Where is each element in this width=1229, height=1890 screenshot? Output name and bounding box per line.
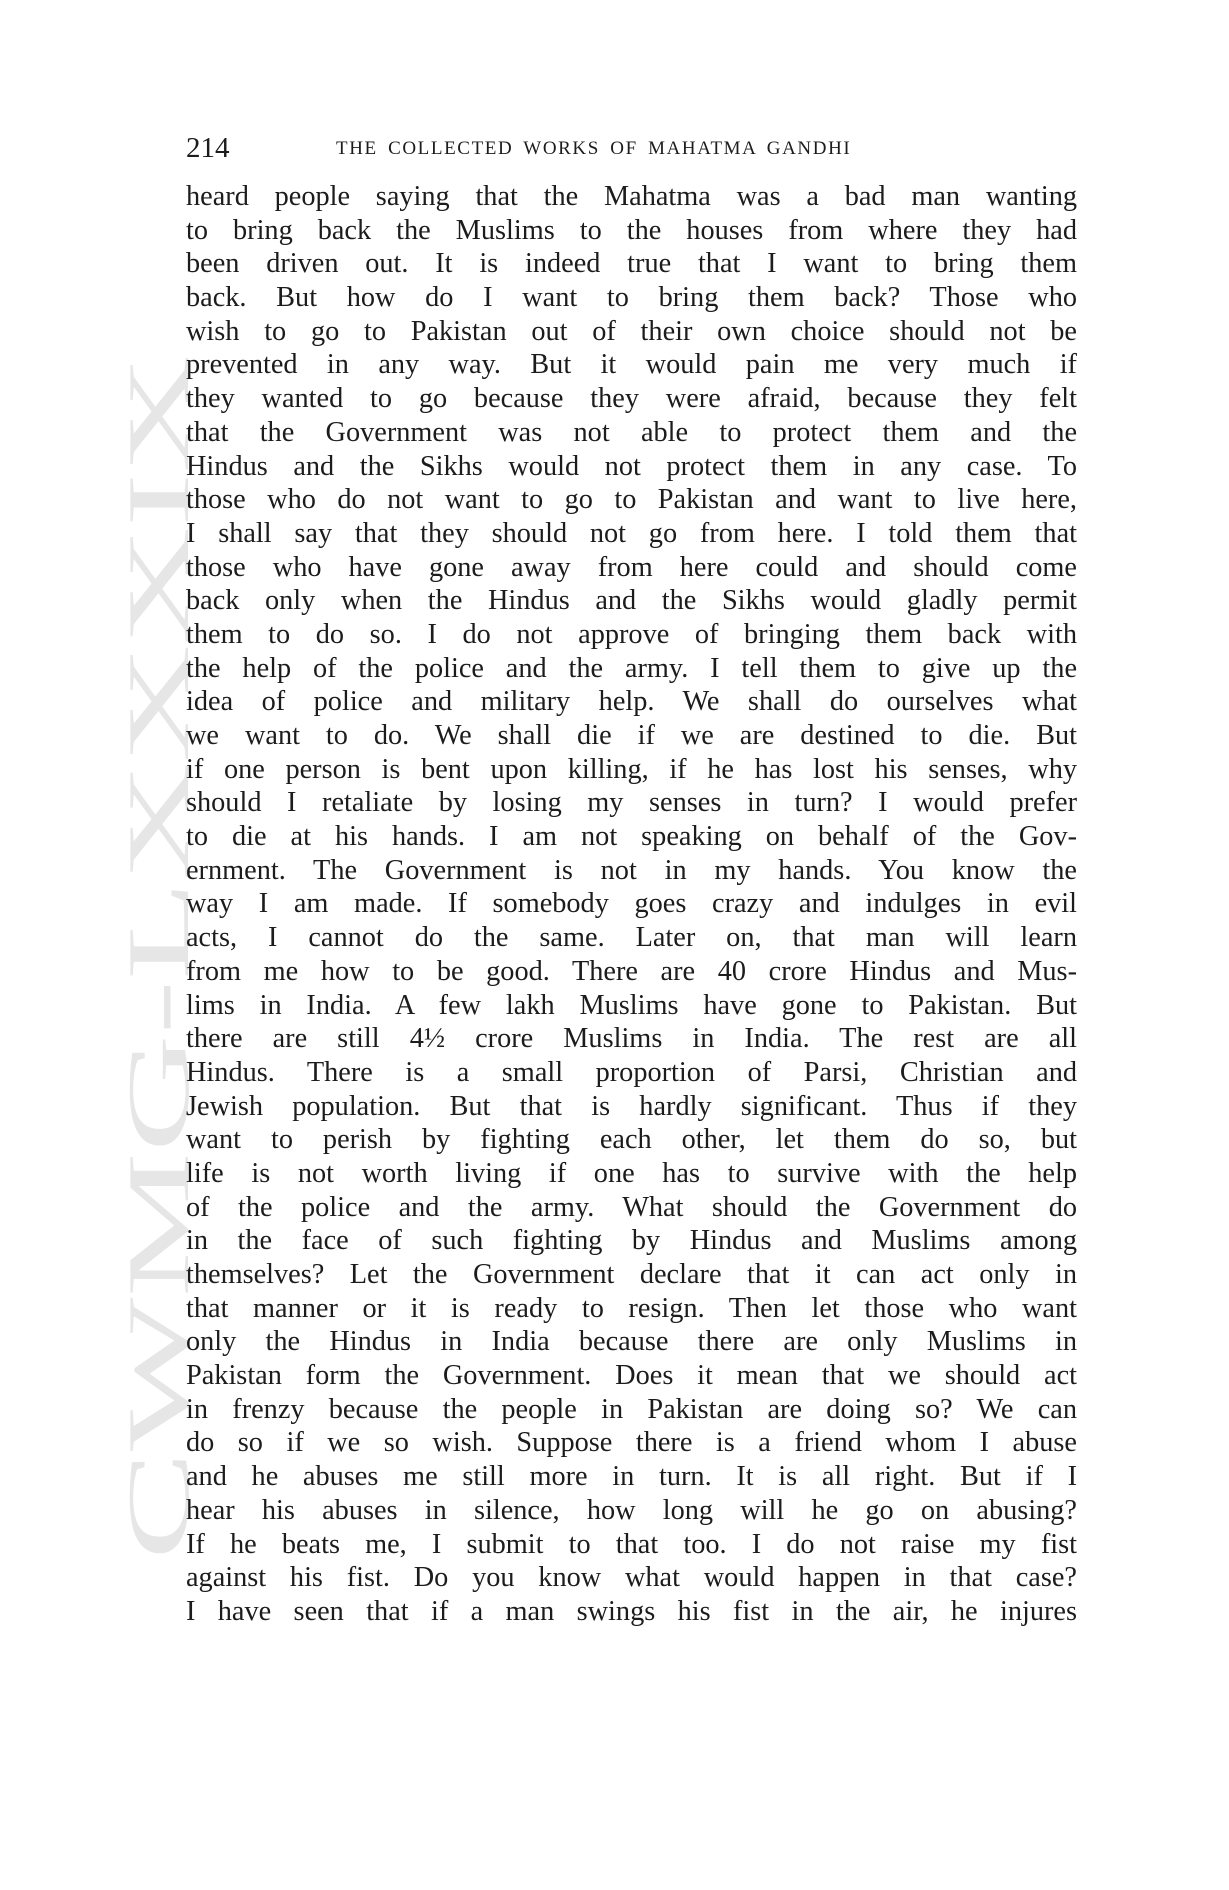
text-line: there are still 4½ crore Muslims in India. The rest are all bbox=[186, 1023, 1077, 1055]
text-line: we want to do. We shall die if we are destined to die. But bbox=[186, 720, 1077, 751]
running-header bbox=[186, 130, 1076, 166]
text-line: prevented in any way. But it would pain me very much if bbox=[186, 349, 1077, 381]
text-line: Hindus. There is a small proportion of Parsi, Christian and bbox=[186, 1056, 1077, 1088]
text-line: ernment. The Government is not in my hands. You know the bbox=[186, 854, 1077, 886]
text-line: of the police and the army. What should the Government do bbox=[186, 1191, 1077, 1223]
text-line: acts, I cannot do the same. Later on, that man will learn bbox=[186, 922, 1077, 954]
text-line: heard people saying that the Mahatma was a bad man wanting bbox=[186, 181, 1077, 212]
text-line: Hindus and the Sikhs would not protect them in any case. To bbox=[186, 450, 1077, 482]
text-line: the help of the police and the army. I tell them to give up the bbox=[186, 652, 1077, 684]
text-line: way I am made. If somebody goes crazy and indulges in evil bbox=[186, 888, 1077, 920]
text-line: I have seen that if a man swings his fist in the air, he injures bbox=[186, 1595, 1077, 1627]
text-line: in the face of such fighting by Hindus and Muslims among bbox=[186, 1225, 1077, 1257]
text-line: those who do not want to go to Pakistan and want to live here, bbox=[186, 484, 1077, 516]
body-text bbox=[186, 180, 1077, 1629]
text-line: should I retaliate by losing my senses in turn? I would prefer bbox=[186, 787, 1077, 819]
text-line: they wanted to go because they were afraid, because they felt bbox=[186, 383, 1077, 415]
text-line: life is not worth living if one has to survive with the help bbox=[186, 1157, 1077, 1189]
text-line: against his fist. Do you know what would happen in that case? bbox=[186, 1562, 1077, 1594]
watermark-text: CWMG-LXXXIX bbox=[111, 909, 208, 1560]
text-line: from me how to be good. There are 40 crore Hindus and Mus- bbox=[186, 955, 1077, 987]
text-line: If he beats me, I submit to that too. I do not raise my fist bbox=[186, 1528, 1077, 1560]
text-line: in frenzy because the people in Pakistan are doing so? We can bbox=[186, 1393, 1077, 1425]
text-line: wish to go to Pakistan out of their own choice should not be bbox=[186, 315, 1077, 347]
text-line: them to do so. I do not approve of bringing them back with bbox=[186, 618, 1077, 650]
text-line: to bring back the Muslims to the houses from where they had bbox=[186, 214, 1077, 246]
text-line: Jewish population. But that is hardly significant. Thus if they bbox=[186, 1090, 1077, 1122]
text-line: those who have gone away from here could and should come bbox=[186, 551, 1077, 583]
text-line: that the Government was not able to protect them and the bbox=[186, 416, 1077, 448]
text-line: themselves? Let the Government declare that it can act only in bbox=[186, 1259, 1077, 1290]
text-line: hear his abuses in silence, how long will he go on abusing? bbox=[186, 1494, 1077, 1526]
text-line: do so if we so wish. Suppose there is a friend whom I abuse bbox=[186, 1427, 1077, 1459]
text-line: back only when the Hindus and the Sikhs would gladly permit bbox=[186, 585, 1077, 617]
text-line: want to perish by fighting each other, let them do so, but bbox=[186, 1124, 1077, 1156]
text-line: that manner or it is ready to resign. Then let those who want bbox=[186, 1292, 1077, 1324]
running-title: THE COLLECTED WORKS OF MAHATMA GANDHI bbox=[336, 138, 852, 159]
page-number: 214 bbox=[186, 132, 230, 164]
text-line: idea of police and military help. We shall do ourselves what bbox=[186, 686, 1077, 718]
text-line: and he abuses me still more in turn. It is all right. But if I bbox=[186, 1461, 1077, 1493]
text-line: only the Hindus in India because there are only Muslims in bbox=[186, 1326, 1077, 1358]
text-line: if one person is bent upon killing, if he has lost his senses, why bbox=[186, 753, 1077, 785]
text-line: lims in India. A few lakh Muslims have gone to Pakistan. But bbox=[186, 989, 1077, 1021]
text-line: back. But how do I want to bring them back? Those who bbox=[186, 282, 1077, 314]
text-line: Pakistan form the Government. Does it mean that we should act bbox=[186, 1360, 1077, 1392]
text-line: I shall say that they should not go from here. I told them that bbox=[186, 517, 1077, 549]
text-line: been driven out. It is indeed true that I want to bring them bbox=[186, 248, 1077, 280]
text-line: to die at his hands. I am not speaking on behalf of the Gov- bbox=[186, 821, 1077, 853]
